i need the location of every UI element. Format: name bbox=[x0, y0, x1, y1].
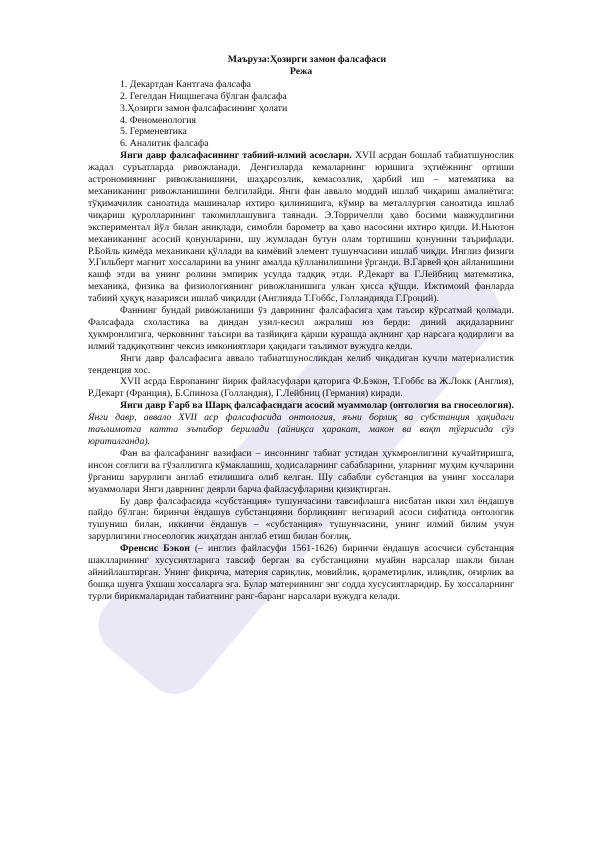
paragraph-text: Янги давр фалсафасига аввало табиатшуносликдан келиб чиқадиган кучли материалистик тенденция хос. bbox=[88, 352, 514, 376]
paragraph-text: Фан ва фалсафанинг вазифаси – инсоннинг табиат устидан ҳукмронлигини кучайтиришга, инсон соғлиги ва гўзаллигига кўмаклашиш, ҳодисаларнинг сабабларини, уларнинг муҳим кучларини ўрганиш зарурлиги англаб етилишига олиб келган. Шу сабабли субстанция ва унинг хоссалари муаммолари Янги даврнинг деярли барча файласуфларини қизиқтирган. bbox=[88, 447, 514, 495]
plan-item: 1. Декартдан Кантгача фалсафа bbox=[120, 78, 252, 90]
document-body bbox=[88, 54, 514, 603]
paragraph-main-problems bbox=[88, 400, 514, 448]
paragraph-philosophers-list bbox=[88, 376, 514, 400]
plan-item: 2. Гегелдан Нищшегача бўлган фалсафа bbox=[120, 90, 287, 102]
paragraph-lead: Янги давр фалсафасининг табиий-илмий асослари. bbox=[120, 150, 352, 162]
paragraph-natural-science-foundations bbox=[88, 150, 514, 305]
plan-item: 6. Аналитик фалсафа bbox=[120, 138, 209, 150]
paragraph-text: (– инглиз файласуфи 1561-1626) биринчи ёндашув асосчиси субстанция шаклларининг хусусиятларига тавсиф берган ва субстанцияни муайян нарсалар шакли билан айнийлаштирган. Унинг фикрича, материя сариқлик, мовийлик, қораметирлик, илиқлик, оғирлик ва бошқа шунга ўхшаш хоссаларга эга. Булар материянинг энг содда хусусиятларидир. Бу хоссаларнинг турли бирикмаларидан табиатнинг ранг-баранг нарсалари вужудга келади. bbox=[88, 543, 514, 602]
plan-item: 5. Герменевтика bbox=[120, 126, 187, 138]
paragraph-francis-bacon bbox=[88, 543, 514, 603]
plan-heading: Режа bbox=[289, 65, 313, 77]
paragraph-lead: Янги давр Ғарб ва Шарқ фалсафасидаги асосий муаммолар (онтология ва гносеология). bbox=[120, 400, 514, 412]
paragraph-lead: Френсис Бэкон bbox=[120, 543, 190, 555]
paragraph-science-influence bbox=[88, 305, 514, 353]
paragraph-text: XVII асрда Европанинг йирик файласуфлари қаторига Ф.Бэкон, Т.Гоббс ва Ж.Локк (Англия), Р.Декарт (Франция), Б.Спиноза (Голландия), Г.Лейбниц (Германия) киради. bbox=[88, 376, 514, 400]
paragraph-text: Бу давр фалсафасида «субстанция» тушунчасини тавсифлашга нисбатан икки хил ёндашув пайдо бўлган: биринчи ёндашув субстанцияни борлиқнинг негизарий асоси сифатида онтологик тушуниш билан, иккинчи ёндашув – «субстанция» тушунчасини, унинг илмий билим учун зарурлигини гносеологик жиҳатдан англаб етиш билан боғлиқ. bbox=[88, 495, 514, 543]
paragraph-text: Янги давр, аввало XVII аср фалсафасида онтология, яъни борлиқ ва субстанция ҳақидаги таълимотга катта эътибор берилади (айниқса ҳаракат, макон ва вақт тўғрисида сўз юритилганда). bbox=[88, 412, 514, 447]
paragraph-substance-approaches bbox=[88, 496, 514, 544]
lecture-title: Маъруза:Ҳозирги замон фалсафаси bbox=[227, 54, 387, 65]
paragraph-task-of-science bbox=[88, 448, 514, 496]
plan-item: 4. Феноменология bbox=[120, 114, 196, 126]
paragraph-materialist-tendency bbox=[88, 353, 514, 377]
paragraph-text: XVII асрдан бошлаб табиатшунослик жадал суръатларда ривожланади. Денгизларда кемаларнинг юришига эҳтиёжнинг ортиши астрономиянинг ривожланишини, шаҳарсозлик, кемасозлик, ҳарбий иш – математика ва механиканинг ривожланишини белгилайди. Янги фан аввало моддий ишлаб чиқариш амалиётига: тўқимачилик саноатида машиналар ихтиро қилинишига, кўмир ва металлургия саноатида ишлаб чиқариш қуролларининг такомиллашувига таянади. Э.Торричелли ҳаво босими мавжудлигини экспериментал йўл билан аниқлади, симобли барометр ва ҳаво насосини ихтиро қилди. И.Ньютон механиканинг асосий қонунларини, шу жумладан бутун олам тортишиш қонунини таърифлади. Р.Бойль кимёда механикани қўллади ва кимёвий элемент тушунчасини ишлаб чиқди. Инглиз физиги У.Гильберт магнит хоссаларини ва унинг амалда қўлланилишини ўрганди. В.Гарвей қон айланишини кашф этди ва унинг ролини эмпирик усулда тадқиқ этди. Р.Декарт ва Г.Лейбниц математика, механика, физика ва физиологиянинг ривожланишига улкан ҳисса қўшди. Ижтимоий фанларда табиий ҳуқуқ назарияси ишлаб чиқилди (Англияда Т.Гоббс, Голландияда Г.Гроций). bbox=[88, 150, 514, 305]
plan-item: 3.Ҳозирги замон фалсафасининг ҳолати bbox=[120, 102, 288, 114]
plan-list bbox=[88, 79, 514, 150]
paragraph-text: Фаннинг бундай ривожланиши ўз даврининг фалсафасига ҳам таъсир кўрсатмай қолмади. Фалсафада схоластика ва диндан узил-кесил ажралиш юз берди: диний ақидаларнинг ҳукмронлигига, черковнинг таъсири ва тазйиқига қарши курашда ақлнинг ҳар нарсага қодирлиги ва илмий тадқиқотнинг чексиз имкониятлари ҳақидаги таълимот вужудга келди. bbox=[88, 305, 514, 352]
